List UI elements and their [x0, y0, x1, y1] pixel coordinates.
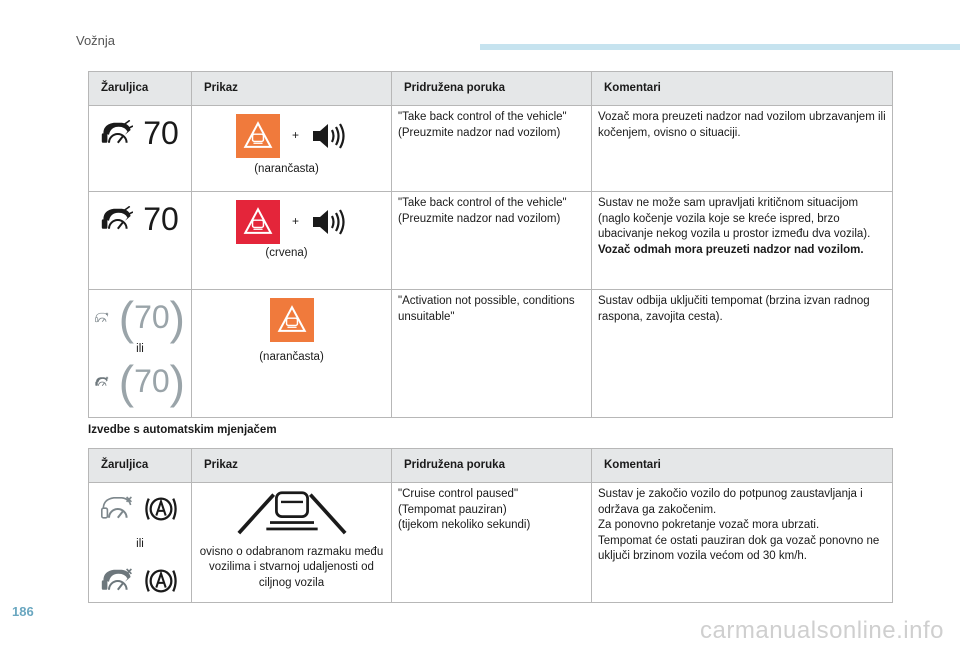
table-row — [89, 106, 893, 192]
message-cell — [392, 483, 592, 603]
message-cell: "Take back control of the vehicle" (Preuzmite nadzor nad vozilom) — [392, 192, 592, 290]
display-cell — [192, 192, 392, 290]
comment-cell — [592, 192, 893, 290]
col-header-lamp: Žaruljica — [89, 449, 192, 483]
lamp-cell — [89, 192, 192, 290]
or-separator: ili — [136, 343, 144, 355]
col-header-comments: Komentari — [592, 72, 893, 106]
col-header-display: Prikaz — [192, 449, 392, 483]
comment-line: Tempomat će ostati pauziran dok ga vozač ponovno ne uključi brzinom vozila većom od 30 km/h. — [598, 534, 880, 562]
message-cell: "Take back control of the vehicle" (Preuzmite nadzor nad vozilom) — [392, 106, 592, 192]
plus-sign: + — [291, 128, 299, 143]
warning-car-icon — [270, 298, 314, 342]
warning-lamps-table — [88, 71, 893, 418]
comment-cell — [592, 290, 893, 418]
col-header-display: Prikaz — [192, 72, 392, 106]
section-title: Vožnja — [76, 33, 116, 48]
table-row — [89, 290, 893, 418]
sound-icon — [311, 121, 347, 151]
speedometer-icon — [101, 120, 133, 148]
lane-car-icon — [237, 489, 347, 535]
comment-text: Vozač mora preuzeti nadzor nad vozilom ubrzavanjem ili kočenjem, ovisno o situaciji. — [598, 111, 886, 139]
speedometer-icon — [95, 304, 109, 332]
speed-value: 70 — [134, 299, 170, 336]
col-header-message: Pridružena poruka — [392, 449, 592, 483]
message-line: (Tempomat pauziran) — [398, 503, 507, 516]
lamp-cell — [89, 290, 192, 418]
auto-hold-icon — [143, 493, 179, 525]
col-header-lamp: Žaruljica — [89, 72, 192, 106]
speedometer-icon — [101, 567, 133, 595]
table-row — [89, 192, 893, 290]
speed-ring-indicator: ( 70 ) — [118, 292, 185, 344]
display-cell — [192, 106, 392, 192]
speedometer-icon — [101, 206, 133, 234]
col-header-message: Pridružena poruka — [392, 72, 592, 106]
display-cell — [192, 483, 392, 603]
speed-ring-indicator: ( 70 ) — [118, 355, 185, 408]
message-line: (tijekom nekoliko sekundi) — [398, 519, 531, 531]
speedometer-icon — [101, 495, 133, 523]
header-bar — [480, 44, 960, 50]
comment-bold-text: Vozač odmah mora preuzeti nadzor nad vozilom. — [598, 243, 864, 256]
speed-value: 70 — [143, 201, 179, 238]
message-line: "Cruise control paused" — [398, 488, 519, 500]
table-header-row — [89, 72, 893, 106]
lamp-cell — [89, 483, 192, 603]
comment-cell — [592, 483, 893, 603]
comment-line: Sustav je zakočio vozilo do potpunog zaustavljanja i održava ga zakočenim. — [598, 488, 863, 516]
page-number: 186 — [12, 604, 34, 619]
display-caption: (crvena) — [265, 247, 308, 259]
table-header-row — [89, 449, 893, 483]
comment-text: Sustav ne može sam upravljati kritičnom situacijom (naglo kočenje vozila koje se kreće ispred, brzo ubacivanje nekog vozila u prostor između dva vozila). — [598, 197, 871, 240]
comment-line: Za ponovno pokretanje vozač mora ubrzati. — [598, 519, 820, 531]
plus-sign: + — [291, 214, 299, 229]
speed-value: 70 — [143, 115, 179, 152]
display-caption: (narančasta) — [259, 351, 324, 363]
sound-icon — [311, 207, 347, 237]
display-cell — [192, 290, 392, 418]
speed-value: 70 — [134, 362, 170, 399]
comment-cell — [592, 106, 893, 192]
display-caption: ovisno o odabranom razmaku među vozilima i stvarnoj udaljenosti od ciljnog vozila — [199, 545, 384, 589]
message-cell: "Activation not possible, conditions unsuitable" — [392, 290, 592, 418]
display-caption: (narančasta) — [254, 163, 319, 175]
watermark: carmanualsonline.info — [700, 617, 944, 644]
sub-heading: Izvedbe s automatskim mjenjačem — [88, 424, 277, 436]
or-separator: ili — [136, 538, 144, 550]
comment-text: Sustav odbija uključiti tempomat (brzina izvan radnog raspona, zavojita cesta). — [598, 295, 870, 323]
warning-car-icon — [236, 114, 280, 158]
lamp-cell — [89, 106, 192, 192]
col-header-comments: Komentari — [592, 449, 893, 483]
auto-hold-icon — [143, 565, 179, 597]
speedometer-icon — [95, 368, 109, 396]
automatic-gearbox-table — [88, 448, 893, 603]
table-row — [89, 483, 893, 603]
warning-car-icon — [236, 200, 280, 244]
